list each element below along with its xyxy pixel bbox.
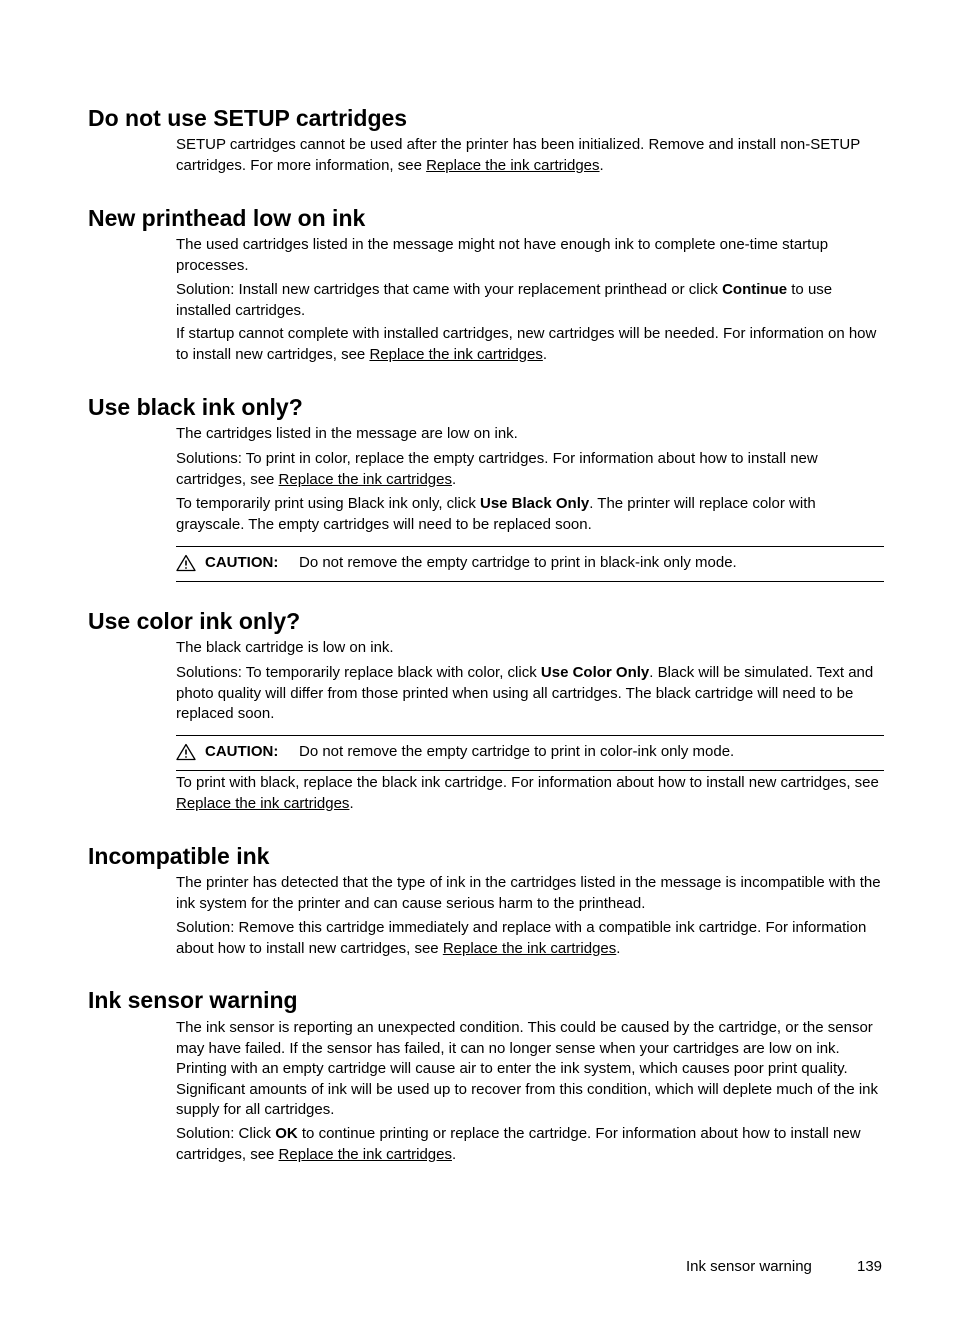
caution-label: CAUTION: [205, 743, 279, 760]
paragraph: To temporarily print using Black ink only, click Use Black Only. The printer will replace color with grayscale. The empty cartridges will need to be replaced soon. [176, 495, 816, 533]
footer-page-number: 139 [857, 1258, 883, 1275]
paragraph: To print with black, replace the black ink cartridge. For information about how to install new cartridges, see Replace the ink cartridges. [176, 774, 879, 812]
paragraph: SETUP cartridges cannot be used after the printer has been initialized. Remove and install non-SETUP cartridges. For more information, see Replace the ink cartridges. [176, 136, 860, 174]
caution-text: Do not remove the empty cartridge to print in black-ink only mode. [299, 554, 737, 571]
paragraph: The ink sensor is reporting an unexpected condition. This could be caused by the cartridge, or the sensor may have failed. If the sensor has failed, it can no longer sense when your cartridges are low on ink. Printing with an empty cartridge will cause air to enter the ink system, which causes poor print quality. Significant amounts of ink will be used up to recover from this condition, which will deplete much of the ink supply for all cartridges. [176, 1019, 879, 1118]
replace-cartridges-link[interactable]: Replace the ink cartridges [369, 345, 543, 363]
paragraph: Solutions: To print in color, replace the empty cartridges. For information about how to install new cartridges, see Replace the ink cartridges. [176, 450, 818, 488]
use-color-only-label: Use Color Only [540, 664, 650, 681]
paragraph: Solution: Remove this cartridge immediately and replace with a compatible ink cartridge. For information about how to install new cartridges, see Replace the ink cartridges. [176, 919, 867, 957]
footer-section-name: Ink sensor warning [686, 1258, 812, 1275]
heading-incompatible-ink: Incompatible ink [88, 843, 270, 869]
heading-do-not-use-setup: Do not use SETUP cartridges [88, 105, 408, 131]
caution-text: Do not remove the empty cartridge to print in color-ink only mode. [299, 743, 735, 760]
replace-cartridges-link[interactable]: Replace the ink cartridges [176, 794, 350, 812]
warning-triangle-icon [176, 554, 196, 572]
paragraph: The used cartridges listed in the message might not have enough ink to complete one-time startup processes. [176, 236, 829, 274]
replace-cartridges-link[interactable]: Replace the ink cartridges [278, 470, 452, 488]
paragraph: Solution: Install new cartridges that came with your replacement printhead or click Continue to use installed cartridges. [176, 281, 833, 319]
paragraph: The black cartridge is low on ink. [176, 639, 394, 656]
warning-triangle-icon [176, 743, 196, 761]
use-black-only-label: Use Black Only [480, 495, 590, 512]
paragraph: Solution: Click OK to continue printing or replace the cartridge. For information about how to install new cartridges, see Replace the ink cartridges. [176, 1125, 861, 1163]
caution-box [176, 546, 884, 582]
continue-label: Continue [722, 281, 788, 298]
replace-cartridges-link[interactable]: Replace the ink cartridges [278, 1145, 452, 1163]
caution-box [176, 735, 884, 771]
heading-new-printhead-low-on-ink: New printhead low on ink [88, 205, 366, 231]
ok-label: OK [275, 1125, 298, 1142]
caution-label: CAUTION: [205, 554, 279, 571]
paragraph: Solutions: To temporarily replace black with color, click Use Color Only. Black will be simulated. Text and photo quality will differ from those printed when using all cartridges. The black cartridge will need to be replaced soon. [176, 664, 874, 722]
paragraph: If startup cannot complete with installed cartridges, new cartridges will be needed. For information on how to install new cartridges, see Replace the ink cartridges. [176, 325, 877, 363]
heading-use-color-ink-only: Use color ink only? [88, 608, 301, 634]
paragraph: The printer has detected that the type of ink in the cartridges listed in the message is incompatible with the ink system for the printer and can cause serious harm to the printhead. [176, 874, 881, 912]
heading-use-black-ink-only: Use black ink only? [88, 394, 303, 420]
replace-cartridges-link[interactable]: Replace the ink cartridges [442, 939, 617, 957]
replace-cartridges-link[interactable]: Replace the ink cartridges [426, 156, 600, 174]
paragraph: The cartridges listed in the message are low on ink. [176, 425, 518, 442]
heading-ink-sensor-warning: Ink sensor warning [88, 987, 298, 1013]
